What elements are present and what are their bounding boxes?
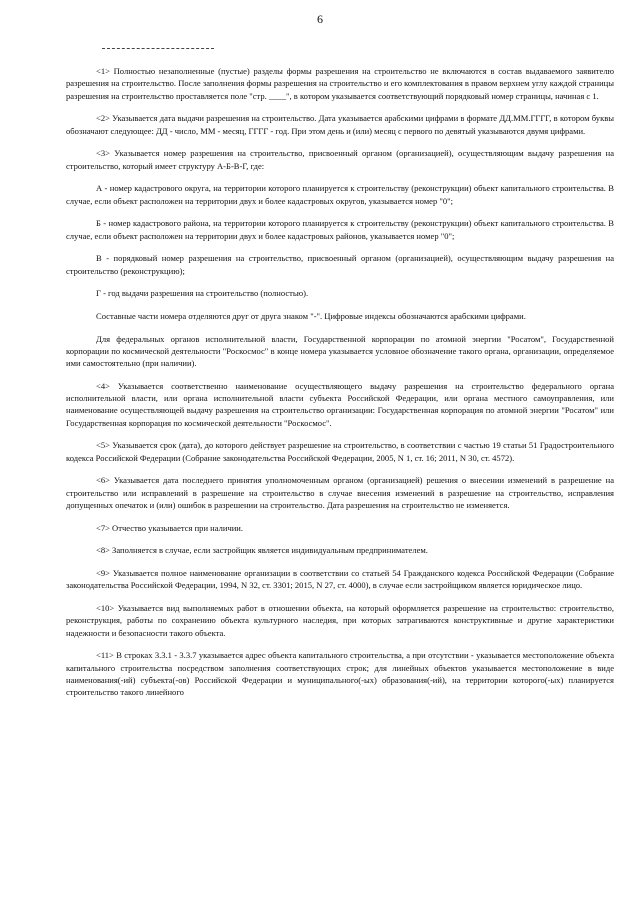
footnote-3: <3> Указывается номер разрешения на строительство, присвоенный органом (организацией), осуществляющим выдачу разрешения на строительство, который имеет структуру А-Б-В-Г, где: [66,148,614,171]
footnote-4: <4> Указывается соответственно наименование осуществляющего выдачу разрешения на строительство федерального органа исполнительной власти, или органа исполнительной власти субъекта Российской Федерации, или органа местного самоуправления, или наименование осуществляющей выдачу разрешения на строительство организации: Государственная корпорация по атомной энергии "Росатом" или Государственная корпорация по космической деятельности "Роскосмос". [66,380,614,428]
footnotes-body [66,65,614,699]
footnote-separator [102,48,214,49]
footnote-5: <5> Указывается срок (дата), до которого действует разрешение на строительство, в соответствии с частью 19 статьи 51 Градостроительного кодекса Российской Федерации (Собрание законодательства Российской Федерации, 2005, N 1, ст. 16; 2011, N 30, ст. 4572). [66,440,614,463]
footnote-3-separator-note: Составные части номера отделяются друг от друга знаком "-". Цифровые индексы обозначаются арабскими цифрами. [96,310,526,321]
footnote-9: <9> Указывается полное наименование организации в соответствии со статьей 54 Гражданского кодекса Российской Федерации (Собрание законодательства Российской Федерации, 1994, N 32, ст. 3301; 2015, N 27, ст. 4000), в случае если застройщиком является юридическое лицо. [66,568,614,591]
footnote-8: <8> Заполняется в случае, если застройщик является индивидуальным предпринимателем. [96,545,428,556]
footnote-2: <2> Указывается дата выдачи разрешения на строительство. Дата указывается арабскими цифрами в формате ДД.ММ.ГГГГ, в котором буквы обозначают следующее: ДД - число, ММ - месяц, ГГГГ - год. При этом день и (или) месяц с первого по девятый указываются двумя цифрами. [66,113,614,136]
footnote-3-item-v: В - порядковый номер разрешения на строительство, присвоенный органом (организацией), осуществляющим выдачу разрешения на строительство (реконструкцию); [66,253,614,276]
footnote-11: <11> В строках 3.3.1 - 3.3.7 указывается адрес объекта капитального строительства, а при отсутствии - указывается местоположение объекта капитального строительства посредством заполнения соответствующих строк; для линейных объектов указывается местоположение в виде наименования(-ий) субъекта(-ов) Российской Федерации и муниципального(-ых) образования(-ий), на территории которого(-ых) планируется строительство такого линейного [66,650,614,698]
footnote-3-item-b: Б - номер кадастрового района, на территории которого планируется к строительству (реконструкции) объект капитального строительства. В случае, если объект расположен на территории двух и более кадастровых районов, указывается номер "0"; [66,218,614,241]
footnote-3-federal-note: Для федеральных органов исполнительной власти, Государственной корпорации по атомной энергии "Росатом", Государственной корпорации по космической деятельности "Роскосмос" в конце номера указывается условное обозначение такого органа, организации, определяемое ими самостоятельно (при наличии). [66,333,614,369]
footnote-10: <10> Указывается вид выполняемых работ в отношении объекта, на который оформляется разрешение на строительство: строительство, реконструкция, работы по сохранению объекта культурного наследия, при которых затрагиваются конструктивные и другие характеристики надежности и безопасности такого объекта. [66,603,614,638]
footnote-7: <7> Отчество указывается при наличии. [96,522,244,533]
footnote-3-item-a: А - номер кадастрового округа, на территории которого планируется к строительству (реконструкции) объект капитального строительства. В случае, если объект расположен на территории двух и более кадастровых округов, указывается номер "0"; [66,183,614,206]
footnote-3-item-g: Г - год выдачи разрешения на строительство (полностью). [96,288,309,299]
footnote-1: <1> Полностью незаполненные (пустые) разделы формы разрешения на строительство не включаются в состав выдаваемого заявителю разрешения на строительство. После заполнения формы разрешения на строительство и его комплектования в правом верхнем углу каждой страницы разрешения на строительство проставляется поле "стр. ____", в котором указывается соответствующий порядковый номер страницы, начиная с 1. [66,66,614,101]
page-number: 6 [317,12,323,26]
footnote-6: <6> Указывается дата последнего принятия уполномоченным органом (организацией) решения о внесении изменений в разрешение на строительство или исправлений в разрешение на строительство в случае внесения изменений в разрешение на строительство, исправления допущенных опечаток и (или) ошибок в разрешении на строительство. Дата разрешения на строительство не изменяется. [66,475,614,511]
